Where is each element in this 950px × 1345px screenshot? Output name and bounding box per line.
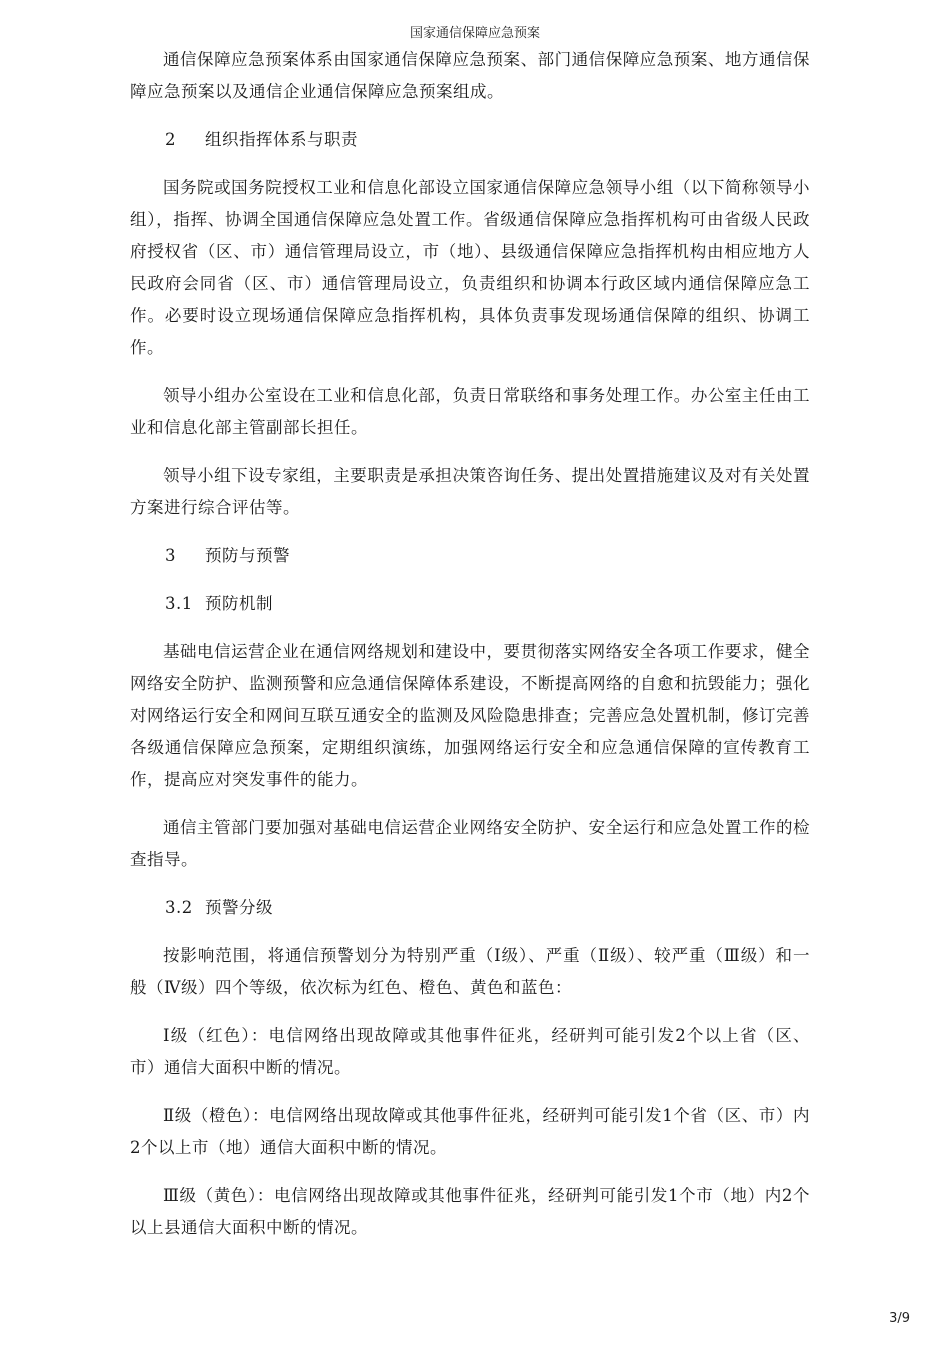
section-title: 预警分级 xyxy=(205,898,273,917)
section-number: 2 xyxy=(165,130,176,149)
section-heading-3-1 xyxy=(130,588,810,620)
section-number: 3.1 xyxy=(165,594,193,613)
page-header-title: 国家通信保障应急预案 xyxy=(409,26,540,41)
paragraph-level-3-yellow: Ⅲ级（黄色）：电信网络出现故障或其他事件征兆，经研判可能引发1个市（地）内2个以上县通信大面积中断的情况。 xyxy=(130,1186,810,1237)
paragraph-office: 领导小组办公室设在工业和信息化部，负责日常联络和事务处理工作。办公室主任由工业和信息化部主管副部长担任。 xyxy=(130,386,810,437)
section-number: 3.2 xyxy=(165,898,193,917)
paragraph-supervision: 通信主管部门要加强对基础电信运营企业网络安全防护、安全运行和应急处置工作的检查指导。 xyxy=(130,818,810,869)
page-number: 3/9 xyxy=(889,1311,910,1326)
paragraph-plan-system: 通信保障应急预案体系由国家通信保障应急预案、部门通信保障应急预案、地方通信保障应急预案以及通信企业通信保障应急预案组成。 xyxy=(130,50,810,101)
paragraph-level-2-orange: Ⅱ级（橙色）：电信网络出现故障或其他事件征兆，经研判可能引发1个省（区、市）内2个以上市（地）通信大面积中断的情况。 xyxy=(130,1106,810,1157)
section-number: 3 xyxy=(165,546,176,565)
section-heading-3 xyxy=(130,540,810,572)
paragraph-level-1-red: Ⅰ级（红色）：电信网络出现故障或其他事件征兆，经研判可能引发2个以上省（区、市）通信大面积中断的情况。 xyxy=(130,1026,810,1077)
paragraph-leadership-group: 国务院或国务院授权工业和信息化部设立国家通信保障应急领导小组（以下简称领导小组），指挥、协调全国通信保障应急处置工作。省级通信保障应急指挥机构可由省级人民政府授权省（区、市）通信管理局设立，市（地）、县级通信保障应急指挥机构由相应地方人民政府会同省（区、市）通信管理局设立，负责组织和协调本行政区域内通信保障应急工作。必要时设立现场通信保障应急指挥机构，具体负责事发现场通信保障的组织、协调工作。 xyxy=(130,178,810,357)
paragraph-prevention: 基础电信运营企业在通信网络规划和建设中，要贯彻落实网络安全各项工作要求，健全网络安全防护、监测预警和应急通信保障体系建设，不断提高网络的自愈和抗毁能力；强化对网络运行安全和网间互联互通安全的监测及风险隐患排查；完善应急处置机制，修订完善各级通信保障应急预案，定期组织演练，加强网络运行安全和应急通信保障的宣传教育工作，提高应对突发事件的能力。 xyxy=(130,642,810,789)
section-heading-2 xyxy=(130,124,810,156)
section-title: 组织指挥体系与职责 xyxy=(205,130,358,149)
paragraph-warning-levels: 按影响范围，将通信预警划分为特别严重（Ⅰ级）、严重（Ⅱ级）、较严重（Ⅲ级）和一般（Ⅳ级）四个等级，依次标为红色、橙色、黄色和蓝色： xyxy=(130,946,810,997)
paragraph-expert-group: 领导小组下设专家组，主要职责是承担决策咨询任务、提出处置措施建议及对有关处置方案进行综合评估等。 xyxy=(130,466,810,517)
section-title: 预防机制 xyxy=(205,594,273,613)
section-heading-3-2 xyxy=(130,892,810,924)
section-title: 预防与预警 xyxy=(205,546,290,565)
document-body xyxy=(130,44,810,1260)
